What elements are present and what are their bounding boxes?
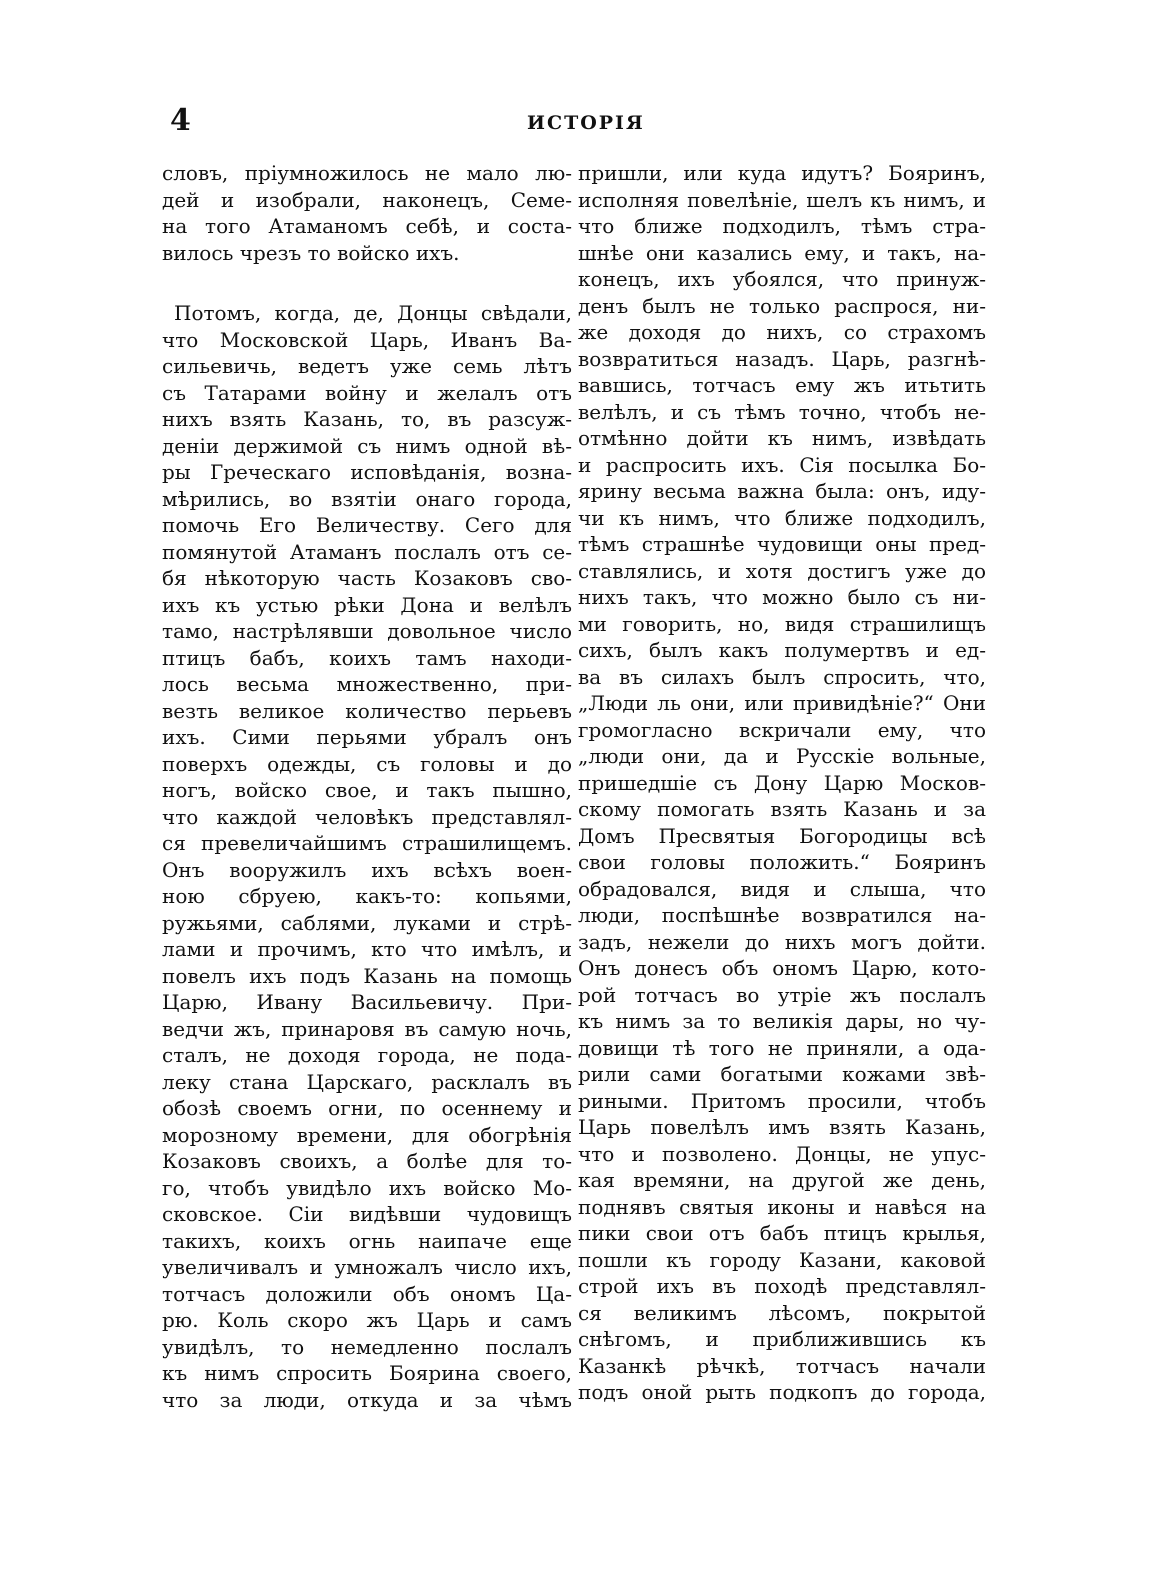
left-column bbox=[162, 160, 572, 1413]
text-line: деніи держимой съ нимъ одной вѣ- bbox=[162, 433, 572, 458]
text-line: ногъ, войско свое, и такъ пышно, bbox=[162, 778, 572, 802]
text-line: Царю, Ивану Васильевичу. При- bbox=[162, 990, 572, 1014]
text-line: тамо, настрѣлявши довольное число bbox=[162, 619, 572, 643]
text-line: ми говорить, но, видя страшилищъ bbox=[578, 611, 986, 636]
text-line: обозѣ своемъ огни, по осеннему и bbox=[162, 1096, 572, 1120]
text-line: пики свои отъ бабъ птицъ крылья, bbox=[578, 1221, 986, 1245]
text-line: везть великое количество перьевъ bbox=[162, 698, 572, 723]
text-line: Онъ донесъ объ ономъ Царю, кото- bbox=[578, 956, 986, 980]
text-line: шнѣе они казались ему, и такъ, на- bbox=[578, 240, 986, 265]
text-line: „люди они, да и Русскіе вольные, bbox=[578, 744, 986, 768]
text-line: скому помогать взять Казань и за bbox=[578, 797, 986, 821]
text-line: что за люди, откуда и за чѣмъ bbox=[162, 1387, 572, 1412]
text-line: лами и прочимъ, кто что имѣлъ, и bbox=[162, 937, 572, 961]
text-line: кая времяни, на другой же день, bbox=[578, 1168, 986, 1192]
text-line: нихъ взять Казань, то, въ разсуж- bbox=[162, 407, 572, 431]
text-line: ся великимъ лѣсомъ, покрытой bbox=[578, 1300, 986, 1325]
text-line: ною сбруею, какъ-то: копьями, bbox=[162, 884, 572, 908]
text-line: ся превеличайшимъ страшилищемъ. bbox=[162, 831, 572, 855]
text-line: задъ, нежели до нихъ могъ дойти. bbox=[578, 929, 986, 954]
text-line: ярину весьма важна была: онъ, иду- bbox=[578, 479, 986, 503]
text-line: Онъ вооружилъ ихъ всѣхъ воен- bbox=[162, 857, 572, 882]
text-line: велѣлъ, и съ тѣмъ точно, чтобъ не- bbox=[578, 399, 986, 424]
text-line: снѣгомъ, и приближившись къ bbox=[578, 1327, 986, 1351]
text-line: чи къ нимъ, что ближе подходилъ, bbox=[578, 505, 986, 530]
text-line: ружьями, саблями, луками и стрѣ- bbox=[162, 910, 572, 935]
text-line: риными. Притомъ просили, чтобъ bbox=[578, 1088, 986, 1113]
text-line: помянутой Атаманъ послалъ отъ се- bbox=[162, 539, 572, 564]
paragraph-gap bbox=[162, 266, 572, 300]
text-line: къ нимъ за то великія дары, но чу- bbox=[578, 1009, 986, 1033]
text-line: свои головы положить.“ Бояринъ bbox=[578, 850, 986, 874]
text-line: нихъ такъ, что можно было съ ни- bbox=[578, 585, 986, 609]
text-line: сковское. Сіи видѣвши чудовищъ bbox=[162, 1202, 572, 1226]
text-line: морозному времени, для обогрѣнія bbox=[162, 1122, 572, 1147]
text-line: увидѣлъ, то немедленно послалъ bbox=[162, 1334, 572, 1359]
text-line: Козаковъ своихъ, а болѣе для то- bbox=[162, 1149, 572, 1173]
text-line: довищи тѣ того не приняли, а ода- bbox=[578, 1035, 986, 1060]
text-line: птицъ бабъ, коихъ тамъ находи- bbox=[162, 645, 572, 670]
text-line: ры Греческаго исповѣданія, возна- bbox=[162, 460, 572, 484]
paragraph bbox=[578, 160, 986, 1406]
text-line: къ нимъ спросить Боярина своего, bbox=[162, 1361, 572, 1385]
text-line: обрадовался, видя и слыша, что bbox=[578, 876, 986, 901]
text-line: что и позволено. Донцы, не упус- bbox=[578, 1141, 986, 1166]
text-line: отмѣнно дойти къ нимъ, извѣдать bbox=[578, 426, 986, 450]
text-line: съ Татарами войну и желалъ отъ bbox=[162, 380, 572, 405]
text-line: пришедшіе съ Дону Царю Москов- bbox=[578, 770, 986, 795]
text-line: тѣмъ страшнѣе чудовищи оны пред- bbox=[578, 532, 986, 556]
text-line: Казанкѣ рѣчкѣ, тотчасъ начали bbox=[578, 1353, 986, 1378]
text-line: вавшись, тотчасъ ему жъ итьтить bbox=[578, 373, 986, 397]
text-line: строй ихъ въ походѣ представлял- bbox=[578, 1274, 986, 1298]
text-line: громогласно вскричали ему, что bbox=[578, 717, 986, 742]
text-line: на того Атаманомъ себѣ, и соста- bbox=[162, 214, 572, 238]
text-line: же доходя до нихъ, со страхомъ bbox=[578, 320, 986, 344]
text-line: сихъ, былъ какъ полумертвъ и ед- bbox=[578, 638, 986, 662]
text-line: сильевичь, ведетъ уже семь лѣтъ bbox=[162, 354, 572, 378]
text-line: и распросить ихъ. Сія посылка Бо- bbox=[578, 452, 986, 477]
text-line: ставлялись, и хотя достигъ уже до bbox=[578, 558, 986, 583]
text-line: возвратиться назадъ. Царь, разгнѣ- bbox=[578, 346, 986, 371]
text-line: рой тотчасъ во утріе жъ послалъ bbox=[578, 982, 986, 1007]
text-line: пришли, или куда идутъ? Бояринъ, bbox=[578, 161, 986, 185]
text-line: рю. Коль скоро жъ Царь и самъ bbox=[162, 1308, 572, 1332]
text-line: словъ, пріумножилось не мало лю- bbox=[162, 161, 572, 185]
text-line: Потомъ, когда, де, Донцы свѣдали, bbox=[174, 301, 572, 325]
text-line: ихъ къ устью рѣки Дона и велѣлъ bbox=[162, 592, 572, 617]
page-number: 4 bbox=[170, 103, 191, 138]
text-line: люди, поспѣшнѣе возвратился на- bbox=[578, 903, 986, 927]
text-line: что ближе подходилъ, тѣмъ стра- bbox=[578, 214, 986, 238]
text-line: ихъ. Сими перьями убралъ онъ bbox=[162, 725, 572, 749]
text-line: дей и изобрали, наконецъ, Семе- bbox=[162, 187, 572, 212]
text-line: увеличивалъ и умножалъ число ихъ, bbox=[162, 1255, 572, 1279]
text-line: мѣрились, во взятіи онаго города, bbox=[162, 486, 572, 511]
text-line: лось весьма множественно, при- bbox=[162, 672, 572, 696]
text-line: ва въ силахъ былъ спросить, что, bbox=[578, 664, 986, 689]
text-line: помочь Его Величеству. Сего для bbox=[162, 513, 572, 537]
text-line: конецъ, ихъ убоялся, что принуж- bbox=[578, 267, 986, 291]
text-line: подъ оной рыть подкопъ до города, bbox=[578, 1380, 986, 1404]
text-line: ведчи жъ, принаровя въ самую ночь, bbox=[162, 1016, 572, 1041]
text-line: пошли къ городу Казани, каковой bbox=[578, 1247, 986, 1272]
running-title: ИСТОРІЯ bbox=[527, 112, 645, 134]
text-line: повелъ ихъ подъ Казань на помощь bbox=[162, 963, 572, 988]
text-line: сталъ, не доходя города, не пода- bbox=[162, 1043, 572, 1067]
text-line: что Московской Царь, Иванъ Ва- bbox=[162, 327, 572, 352]
paragraph bbox=[162, 300, 572, 1413]
text-line: Царь повелѣлъ имъ взять Казань, bbox=[578, 1115, 986, 1139]
text-line: „Люди ль они, или привидѣніе?“ Они bbox=[578, 691, 986, 715]
text-line: рили сами богатыми кожами звѣ- bbox=[578, 1062, 986, 1086]
text-line: леку стана Царскаго, расклалъ въ bbox=[162, 1069, 572, 1094]
text-line: поднявъ святыя иконы и навѣся на bbox=[578, 1194, 986, 1219]
paragraph bbox=[162, 160, 572, 266]
text-line: поверхъ одежды, съ головы и до bbox=[162, 751, 572, 776]
text-line: тотчасъ доложили объ ономъ Ца- bbox=[162, 1281, 572, 1306]
right-column bbox=[578, 160, 986, 1406]
text-line: денъ былъ не только распрося, ни- bbox=[578, 293, 986, 318]
text-line: такихъ, коихъ огнь наипаче еще bbox=[162, 1228, 572, 1253]
text-line: что каждой человѣкъ представлял- bbox=[162, 804, 572, 829]
text-line: го, чтобъ увидѣло ихъ войско Мо- bbox=[162, 1175, 572, 1200]
text-line: исполняя повелѣніе, шелъ къ нимъ, и bbox=[578, 187, 986, 212]
text-line: вилось чрезъ то войско ихъ. bbox=[162, 240, 460, 265]
text-line: бя нѣкоторую часть Козаковъ сво- bbox=[162, 566, 572, 590]
text-line: Домъ Пресвятыя Богородицы всѣ bbox=[578, 823, 986, 848]
